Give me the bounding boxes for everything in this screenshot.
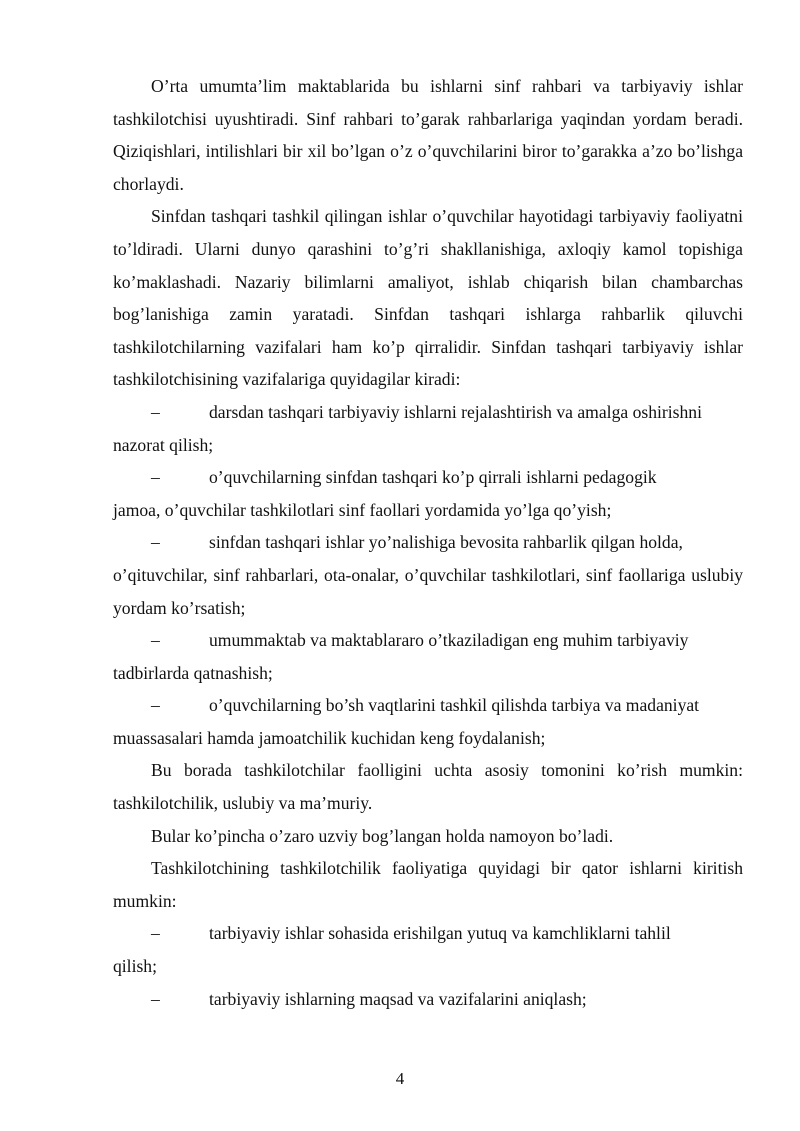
list-item-continuation: o’qituvchilar, sinf rahbarlari, ota-onalar, o’quvchilar tashkilotlari, sinf faollariga uslubiy yordam ko’rsatish;: [113, 564, 743, 618]
dash-marker: –: [151, 630, 160, 651]
dash-marker: –: [151, 401, 160, 422]
dash-marker: –: [151, 923, 160, 944]
organizer-tasks-list: [113, 917, 743, 1015]
dash-marker: –: [151, 695, 160, 716]
duties-list: [113, 396, 743, 755]
list-item-continuation: nazorat qilish;: [113, 434, 214, 455]
list-item-text: o’quvchilarning bo’sh vaqtlarini tashkil qilishda tarbiya va madaniyat: [209, 695, 700, 716]
list-item-text: o’quvchilarning sinfdan tashqari ko’p qirrali ishlarni pedagogik: [209, 467, 657, 488]
paragraph-1: O’rta umumta’lim maktablarida bu ishlarni sinf rahbari va tarbiyaviy ishlar tashkilotchisi uyushtiradi. Sinf rahbari to’garak rahbarlariga yaqindan yordam beradi. Qiziqishlari, intilishlari bir xil bo’lgan o’z o’quvchilarini biror to’garakka a’zo bo’lishga chorlaydi.: [113, 76, 743, 194]
document-page: [113, 70, 743, 1015]
list-item: [113, 461, 743, 526]
list-item-continuation: jamoa, o’quvchilar tashkilotlari sinf faollari yordamida yo’lga qo’yish;: [113, 499, 612, 520]
dash-marker: –: [151, 988, 160, 1009]
list-item-text: darsdan tashqari tarbiyaviy ishlarni rejalashtirish va amalga oshirishni: [209, 401, 702, 422]
paragraph-5: Tashkilotchining tashkilotchilik faoliyatiga quyidagi bir qator ishlarni kiritish mumkin:: [113, 858, 743, 911]
list-item-continuation: qilish;: [113, 956, 157, 977]
list-item-continuation: muassasalari hamda jamoatchilik kuchidan keng foydalanish;: [113, 727, 546, 748]
list-item: [113, 526, 743, 624]
page-number: 4: [395, 1069, 405, 1088]
list-item-continuation: tadbirlarda qatnashish;: [113, 662, 273, 683]
list-item: [113, 624, 743, 689]
dash-marker: –: [151, 532, 160, 553]
list-item: [113, 396, 743, 461]
paragraph-4: Bular ko’pincha o’zaro uzviy bog’langan holda namoyon bo’ladi.: [151, 825, 614, 846]
list-item-text: tarbiyaviy ishlar sohasida erishilgan yutuq va kamchliklarni tahlil: [209, 923, 671, 944]
dash-marker: –: [151, 467, 160, 488]
list-item-text: sinfdan tashqari ishlar yo’nalishiga bevosita rahbarlik qilgan holda,: [209, 532, 683, 553]
paragraph-2: Sinfdan tashqari tashkil qilingan ishlar o’quvchilar hayotidagi tarbiyaviy faoliyatni to’ldiradi. Ularni dunyo qarashini to’g’ri shakllanishiga, axloqiy kamol topishiga ko’maklashadi. Nazariy bilimlarni amaliyot, ishlab chiqarish bilan chambarchas bog’lanishiga zamin yaratadi. Sinfdan tashqari ishlarga rahbarlik qiluvchi tashkilotchilarning vazifalari ham ko’p qirralidir. Sinfdan tashqari tarbiyaviy ishlar tashkilotchisining vazifalariga quyidagilar kiradi:: [113, 206, 743, 390]
list-item: [113, 917, 743, 982]
list-item: [113, 983, 743, 1016]
paragraph-3: Bu borada tashkilotchilar faolligini uchta asosiy tomonini ko’rish mumkin: tashkilotchilik, uslubiy va ma’muriy.: [113, 760, 743, 814]
list-item-text: umummaktab va maktablararo o’tkaziladigan eng muhim tarbiyaviy: [209, 630, 689, 651]
list-item: [113, 689, 743, 754]
list-item-text: tarbiyaviy ishlarning maqsad va vazifalarini aniqlash;: [209, 988, 587, 1009]
